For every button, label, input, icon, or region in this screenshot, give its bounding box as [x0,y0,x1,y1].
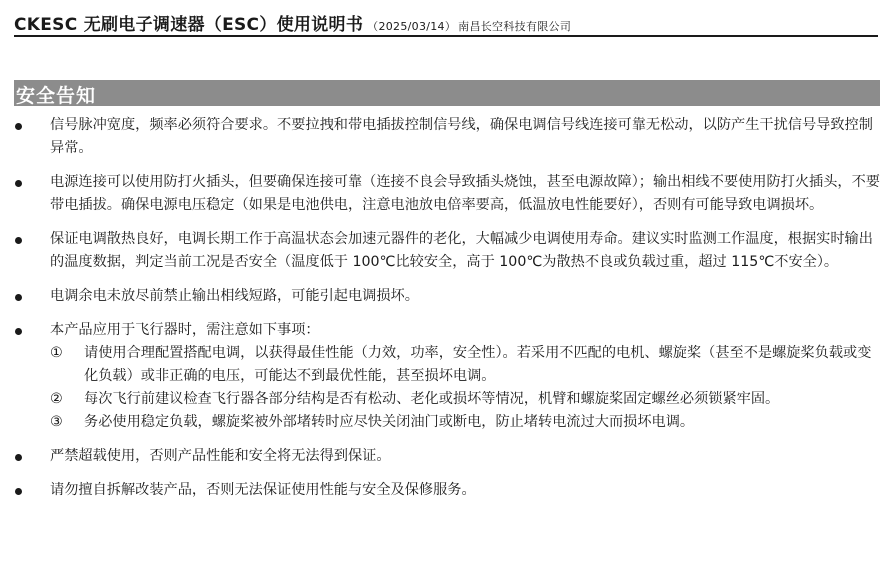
sub-item-text: 请使用合理配置搭配电调，以获得最佳性能（力效，功率，安全性）。若采用不匹配的电机、螺旋桨（甚至不是螺旋桨负载或变化负载）或非正确的电压，可能达不到最优性能，甚至损坏电调。 [84,345,872,384]
bullet-icon [15,123,22,130]
document-header [14,6,878,36]
list-item-text: 本产品应用于飞行器时，需注意如下事项： [50,322,320,338]
sub-item [50,342,880,388]
list-item [14,228,880,274]
safety-notice-list [14,114,880,513]
circled-number-1: ① [50,345,63,361]
list-item-text: 信号脉冲宽度，频率必须符合要求。不要拉拽和带电插拔控制信号线，确保电调信号线连接可靠无松动，以防产生干扰信号导致控制异常。 [50,117,873,156]
sub-item [50,388,880,411]
circled-number-2: ② [50,391,63,407]
list-item-text: 电源连接可以使用防打火插头，但要确保连接可靠（连接不良会导致插头烧蚀，甚至电源故障）；输出相线不要使用防打火插头，不要带电插拔。确保电源电压稳定（如果是电池供电，注意电池放电倍率要高，低温放电性能要好），否则有可能导致电调损坏。 [50,174,880,213]
list-item [14,285,880,308]
list-item-text: 保证电调散热良好，电调长期工作于高温状态会加速元器件的老化，大幅减少电调使用寿命。建议实时监测工作温度，根据实时输出的温度数据，判定当前工况是否安全（温度低于 100℃比较安全，高于 100℃为散热不良或负载过重，超过 115℃不安全）。 [50,231,873,270]
list-item [14,114,880,160]
list-item-text: 电调余电未放尽前禁止输出相线短路，可能引起电调损坏。 [50,288,419,304]
list-item [14,319,880,434]
sub-item-text: 每次飞行前建议检查飞行器各部分结构是否有松动、老化或损坏等情况，机臂和螺旋桨固定螺丝必须锁紧牢固。 [84,391,780,407]
header-rule [14,35,878,37]
list-item [14,171,880,217]
company-name: 南昌长空科技有限公司 [458,20,572,33]
section-heading-bar [14,80,880,106]
document-date: （2025/03/14） [367,20,457,33]
list-item-text: 严禁超载使用，否则产品性能和安全将无法得到保证。 [50,448,391,464]
list-item [14,445,880,468]
title-text: CKESC 无刷电子调速器（ESC）使用说明书 [14,15,364,35]
bullet-icon [15,237,22,244]
bullet-icon [15,328,22,335]
sub-item [50,411,880,434]
bullet-icon [15,488,22,495]
bullet-icon [15,454,22,461]
bullet-icon [15,294,22,301]
list-item-text: 请勿擅自拆解改装产品，否则无法保证使用性能与安全及保修服务。 [50,482,476,498]
circled-number-3: ③ [50,414,63,430]
list-item [14,479,880,502]
sub-item-text: 务必使用稳定负载，螺旋桨被外部堵转时应尽快关闭油门或断电，防止堵转电流过大而损坏电调。 [84,414,695,430]
bullet-icon [15,180,22,187]
section-title: 安全告知 [16,85,97,107]
document-title [14,10,571,35]
